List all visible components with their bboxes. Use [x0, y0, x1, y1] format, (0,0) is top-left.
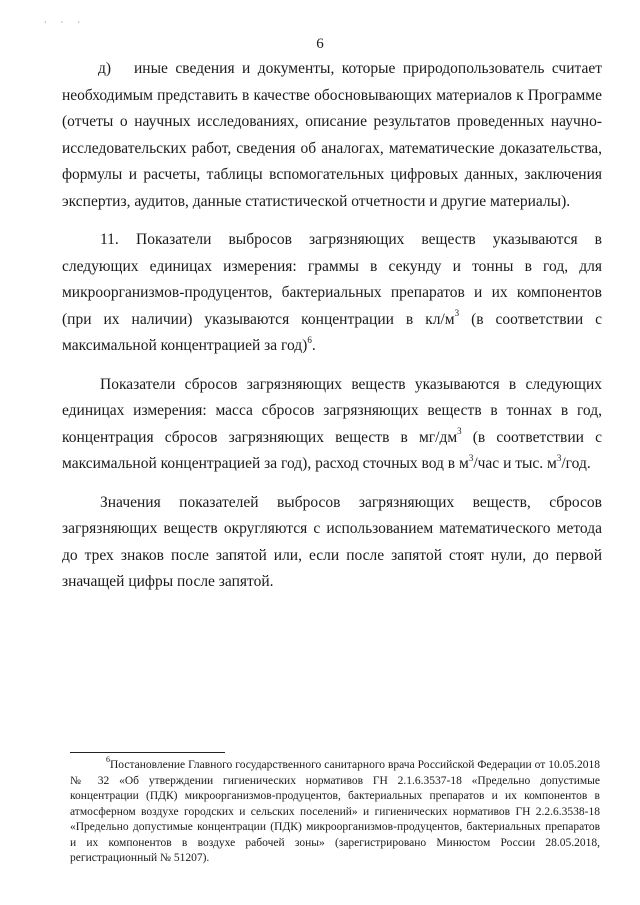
- paragraph-11-number: 11.: [100, 231, 119, 248]
- paragraph-11: [62, 227, 602, 360]
- item-d-text: иные сведения и документы, которые природопользователь считает необходимым представить в качестве обосновывающих материалов к Программе (отчеты о научных исследованиях, описание результатов проведенных научно-исследовательских работ, сведения об аналогах, математические доказательства, формулы и расчеты, таблицы вспомогательных цифровых данных, заключения экспертиз, аудитов, данные статистической отчетности и другие материалы).: [62, 60, 602, 210]
- superscript-unit: 3: [454, 308, 460, 319]
- document-body: [62, 56, 602, 608]
- footnote-divider: [70, 752, 225, 753]
- scan-marks: · · ·: [44, 18, 86, 27]
- discharges-text-end: /год.: [561, 455, 591, 472]
- paragraph-11-end: .: [311, 337, 316, 354]
- paragraph-11-text: Показатели выбросов загрязняющих веществ указываются в следующих единицах измерения: граммы в секунду и тонны в год, для микроорганизмов-продуцентов, бактериальных препаратов и их компонентов (при их наличии) указываются концентрации в кл/м: [62, 231, 602, 328]
- footnote-marker: 6: [106, 755, 110, 765]
- paragraph-discharges: [62, 372, 602, 478]
- page-number: 6: [316, 36, 324, 52]
- paragraph-11-text-cont: (в соответствии с максимальной концентрацией за год): [62, 310, 602, 354]
- discharges-text-cont: (в соответствии с максимальной концентрацией за год), расход сточных вод в м: [62, 428, 602, 472]
- superscript-unit: 3: [556, 452, 562, 463]
- footnote-reference: 6: [307, 334, 312, 345]
- footnote-text: Постановление Главного государственного санитарного врача Российской Федерации от 10.05.2018 № 32 «Об утверждении гигиенических нормативов ГН 2.1.6.3537-18 «Предельно допустимые концентрации (ПДК) микроорганизмов-продуцентов, бактериальных препаратов и их компонентов в атмосферном воздухе городских и сельских поселений» и гигиенических нормативов ГН 2.2.6.3538-18 «Предельно допустимые концентрации (ПДК) микроорганизмов-продуцентов, бактериальных препаратов и их компонентов в воздухе рабочей зоны» (зарегистрировано Минюстом России 28.05.2018, регистрационный № 51207).: [70, 759, 600, 864]
- discharges-text: Показатели сбросов загрязняющих веществ указываются в следующих единицах измерения: масса сбросов загрязняющих веществ в тоннах в год, концентрация сбросов загрязняющих веществ в мг/дм: [62, 375, 602, 446]
- paragraph-item-d: [62, 56, 602, 215]
- superscript-unit: 3: [468, 452, 474, 463]
- paragraph-rounding: Значения показателей выбросов загрязняющих веществ, сбросов загрязняющих веществ округляются с использованием математического метода до трех знаков после запятой или, если после запятой стоят нули, до первой значащей цифры после запятой.: [62, 493, 602, 590]
- item-d-label: д): [98, 60, 112, 77]
- superscript-unit: 3: [457, 426, 462, 437]
- discharges-text-cont: /час и тыс. м: [473, 455, 557, 472]
- footnote: [70, 755, 600, 867]
